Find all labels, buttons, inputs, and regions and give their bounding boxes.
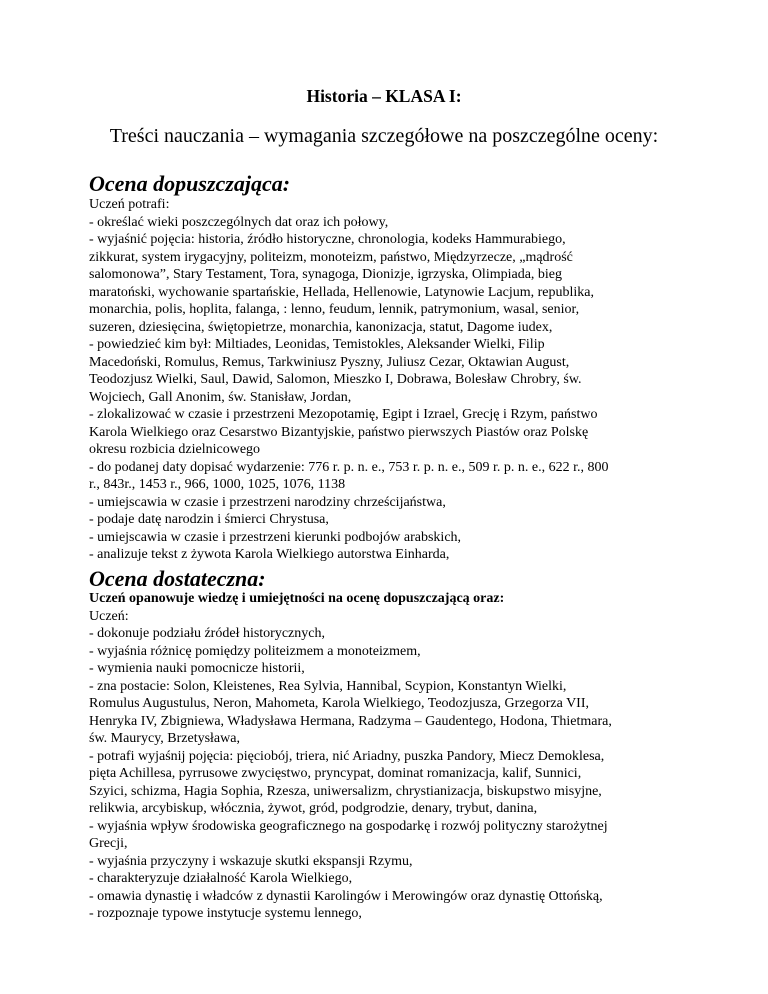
text-line: - potrafi wyjaśnij pojęcia: pięciobój, triera, nić Ariadny, puszka Pandory, Miecz Demoklesa, [89, 748, 605, 764]
section-heading-dostateczna: Ocena dostateczna: [89, 566, 266, 591]
text-line: Szyici, schizma, Hagia Sophia, Rzesza, uniwersalizm, chrystianizacja, biskupstwo misyjne, [89, 783, 602, 799]
text-line: - powiedzieć kim był: Miltiades, Leonidas, Temistokles, Aleksander Wielki, Filip [89, 337, 545, 352]
text-line: salomonowa”, Stary Testament, Tora, synagoga, Dionizje, igrzyska, Olimpiada, bieg [89, 267, 563, 282]
text-line: - charakteryzuje działalność Karola Wielkiego, [89, 871, 353, 886]
text-line: - umiejscawia w czasie i przestrzeni kierunki podbojów arabskich, [89, 529, 462, 545]
text-line: - wyjaśnić pojęcia: historia, źródło historyczne, chronologia, kodeks Hammurabiego, [89, 232, 566, 247]
text-line: suzeren, dziesięcina, świętopietrze, monarchia, kanonizacja, statut, Dagome iudex, [89, 319, 553, 335]
text-line: - wyjaśnia przyczyny i wskazuje skutki ekspansji Rzymu, [89, 853, 413, 869]
text-line: pięta Achillesa, pyrrusowe zwycięstwo, pryncypat, dominat romanizacja, kalif, Sunnici, [89, 766, 582, 781]
section-heading-dopuszczajaca: Ocena dopuszczająca: [89, 171, 291, 196]
text-line: Wojciech, Gall Anonim, św. Stanisław, Jordan, [89, 389, 352, 405]
text-line: - określać wieki poszczególnych dat oraz ich połowy, [89, 214, 389, 230]
text-line: relikwia, arcybiskup, włócznia, żywot, gród, podgrodzie, denary, trybut, danina, [89, 801, 538, 816]
text-line: Romulus Augustulus, Neron, Mahometa, Karola Wielkiego, Teodozjusza, Grzegorza VII, [89, 696, 590, 711]
text-line: Uczeń: [89, 608, 129, 624]
text-line: r., 843r., 1453 r., 966, 1000, 1025, 1076, 1138 [89, 477, 346, 492]
text-line: Henryka IV, Zbigniewa, Władysława Hermana, Radzyma – Gaudentego, Hodona, Thietmara, [89, 713, 612, 729]
text-line: - zlokalizować w czasie i przestrzeni Mezopotamię, Egipt i Izrael, Grecję i Rzym, państwo [89, 407, 598, 422]
text-line: - podaje datę narodzin i śmierci Chrystusa, [89, 512, 329, 527]
text-line: - dokonuje podziału źródeł historycznych, [89, 626, 325, 641]
text-line: monarchia, polis, hoplita, falanga, : lenno, feudum, lennik, patrymonium, wasal, senior, [89, 302, 580, 317]
text-line: Uczeń potrafi: [89, 197, 170, 212]
section-body-dopuszczajaca [89, 196, 699, 564]
section-body-dostateczna [89, 590, 699, 923]
text-line: - analizuje tekst z żywota Karola Wielkiego autorstwa Einharda, [89, 547, 450, 562]
text-line: - wyjaśnia różnicę pomiędzy politeizmem a monoteizmem, [89, 643, 421, 659]
text-line: - umiejscawia w czasie i przestrzeni narodziny chrześcijaństwa, [89, 494, 446, 510]
document-subtitle: Treści nauczania – wymagania szczegółowe na poszczególne oceny: [109, 125, 659, 147]
text-line: św. Maurycy, Brzetysława, [89, 731, 240, 746]
text-line: - zna postacie: Solon, Kleistenes, Rea Sylvia, Hannibal, Scypion, Konstantyn Wielki, [89, 678, 567, 694]
section-intro: Uczeń opanowuje wiedzę i umiejętności na ocenę dopuszczającą oraz: [89, 591, 505, 606]
text-line: - wymienia nauki pomocnicze historii, [89, 661, 305, 676]
text-line: Macedoński, Romulus, Remus, Tarkwiniusz Pyszny, Juliusz Cezar, Oktawian August, [89, 354, 570, 370]
text-line: - rozpoznaje typowe instytucje systemu lennego, [89, 906, 362, 921]
text-line: - wyjaśnia wpływ środowiska geograficznego na gospodarkę i rozwój polityczny starożytnej [89, 818, 608, 834]
text-line: okresu rozbicia dzielnicowego [89, 442, 261, 457]
text-line: Karola Wielkiego oraz Cesarstwo Bizantyjskie, państwo pierwszych Piastów oraz Polskę [89, 424, 589, 440]
text-line: - do podanej daty dopisać wydarzenie: 776 r. p. n. e., 753 r. p. n. e., 509 r. p. n. e., 622 r., 800 [89, 459, 609, 475]
text-line: Teodozjusz Wielki, Saul, Dawid, Salomon, Mieszko I, Dobrawa, Bolesław Chrobry, św. [89, 372, 582, 387]
document-title: Historia – KLASA I: [306, 86, 462, 106]
text-line: zikkurat, system irygacyjny, politeizm, monoteizm, państwo, Międzyrzecze, „mądrość [89, 249, 573, 265]
text-line: maratoński, wychowanie spartańskie, Hellada, Hellenowie, Latynowie Lacjum, republika, [89, 284, 594, 300]
text-line: - omawia dynastię i władców z dynastii Karolingów i Merowingów oraz dynastię Ottońską, [89, 888, 603, 904]
text-line: Grecji, [89, 836, 128, 851]
